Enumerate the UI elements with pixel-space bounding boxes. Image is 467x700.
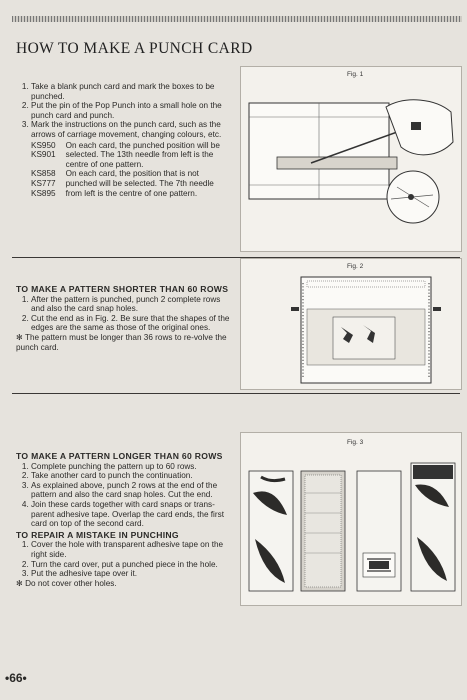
card-3	[357, 471, 401, 591]
top-band	[12, 16, 462, 22]
step-2: 2. Turn the card over, put a punched piece in the hole.	[31, 560, 234, 570]
step-4: 4. Join these cards together with card snaps or trans-parent adhesive tape. Overlap the card ends, the first card on top of the second card.	[31, 500, 234, 529]
repair-steps	[16, 540, 234, 578]
figure-3	[240, 432, 462, 606]
divider-2	[12, 393, 460, 394]
punch-card-diagram	[241, 259, 461, 389]
longer-steps	[16, 462, 234, 529]
step-1: 1. Cover the hole with transparent adhesive tape on the right side.	[31, 540, 234, 559]
ks-code: KS858	[31, 169, 56, 179]
ks-code: KS895	[31, 188, 56, 198]
ks-group-1	[31, 141, 230, 170]
card-1	[249, 471, 293, 591]
step-1: 1. Complete punching the pattern up to 60 rows.	[31, 462, 234, 472]
shorter-steps	[16, 295, 234, 333]
ks-code: KS777	[31, 178, 56, 188]
step-3: 3. Mark the instructions on the punch card, such as the arrows of carriage movement, changing colours, etc.	[31, 120, 230, 139]
step-1: 1. Take a blank punch card and mark the boxes to be punched.	[31, 82, 230, 101]
ks-group-2-desc: On each card, the position that is not punched will be selected. The 7th needle from left is the centre of one pattern.	[65, 169, 214, 198]
shorter-note: ✻ The pattern must be longer than 36 rows to re-volve the punch card.	[16, 332, 227, 352]
card-4	[411, 463, 455, 591]
step-2: 2. Put the pin of the Pop Punch into a small hole on the punch card and punch.	[31, 101, 230, 120]
step-3: 3. As explained above, punch 2 rows at the end of the pattern and also the card snap holes. Cut the end.	[31, 481, 234, 500]
section-heading-repair: TO REPAIR A MISTAKE IN PUNCHING	[16, 529, 179, 540]
section-longer-pattern	[16, 452, 234, 588]
page-title: HOW TO MAKE A PUNCH CARD	[16, 40, 253, 57]
punch-card-steps	[16, 82, 230, 140]
step-2: 2. Take another card to punch the continuation.	[31, 471, 234, 481]
page-number: •66•	[5, 671, 27, 685]
figure-2	[240, 258, 462, 390]
figure-2-label: Fig. 2	[347, 263, 364, 270]
section-heading-shorter: TO MAKE A PATTERN SHORTER THAN 60 ROWS	[16, 284, 229, 294]
section-punch-card-steps	[16, 82, 230, 198]
figure-3-label: Fig. 3	[347, 439, 364, 446]
ks-code: KS901	[31, 150, 56, 160]
step-1: 1. After the pattern is punched, punch 2 complete rows and also the card snap holes.	[31, 295, 234, 314]
section-heading-longer: TO MAKE A PATTERN LONGER THAN 60 ROWS	[16, 451, 223, 461]
card-2	[301, 471, 345, 591]
ks-group-2	[31, 169, 230, 198]
figure-1-label: Fig. 1	[347, 71, 364, 78]
ks-group-1-desc: On each card, the punched position will be selected. The 13th needle from left is the centre of one pattern.	[65, 140, 220, 169]
ks-code: KS950	[31, 140, 56, 150]
step-2: 2. Cut the end as in Fig. 2. Be sure that the shapes of the edges are the same as those of the original ones.	[31, 314, 234, 333]
repair-note: ✻ Do not cover other holes.	[16, 578, 117, 588]
punch-illustration	[241, 67, 461, 251]
step-3: 3. Put the adhesive tape over it.	[31, 569, 234, 579]
card-joining-diagram	[241, 433, 461, 605]
figure-1	[240, 66, 462, 252]
section-shorter-pattern	[16, 285, 234, 352]
